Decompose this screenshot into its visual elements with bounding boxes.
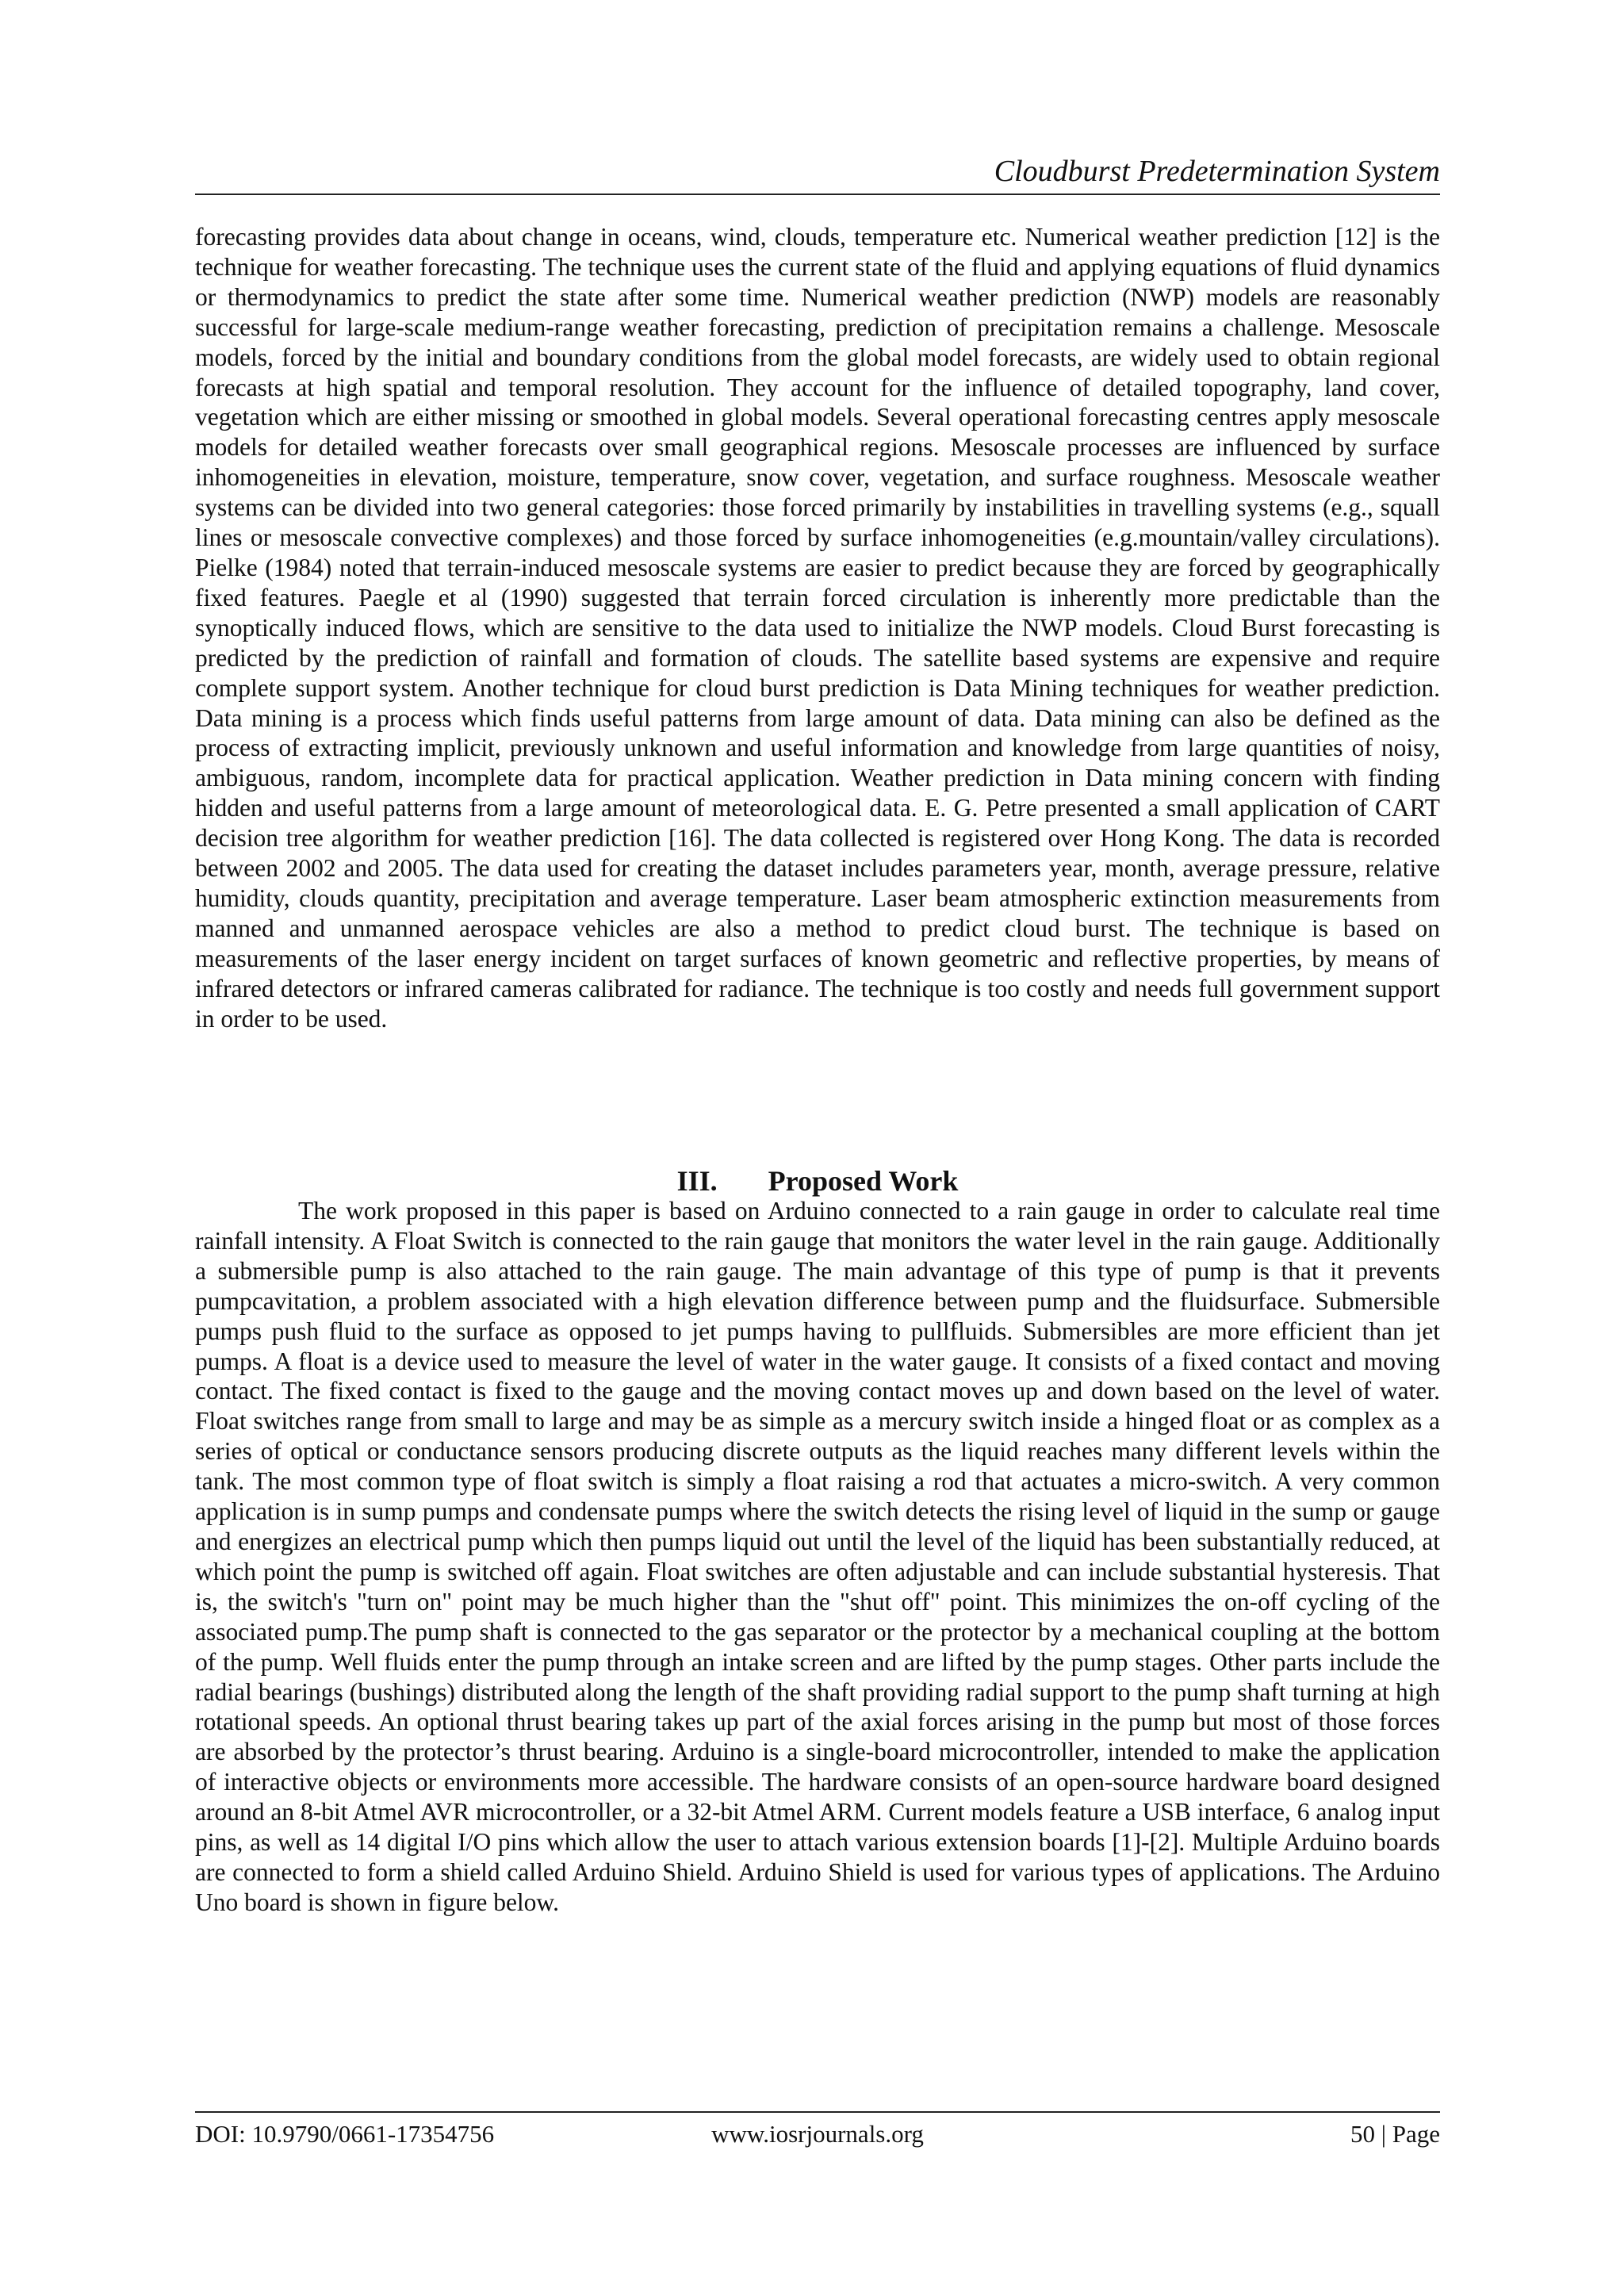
footer-rule — [195, 2111, 1440, 2113]
section-heading — [195, 1164, 1440, 1198]
running-title: Cloudburst Predetermination System — [994, 155, 1440, 188]
header-rule — [195, 194, 1440, 195]
section-title: Proposed Work — [768, 1165, 959, 1197]
body-paragraph-2: The work proposed in this paper is based on Arduino connected to a rain gauge in order to calculate real time rainfall intensity. A Float Switch is connected to the rain gauge that monitors the water level in the rain gauge. Additionally a submersible pump is also attached to the rain gauge. The main advantage of this type of pump is that it prevents pumpcavitation, a problem associated with a high elevation difference between pump and the fluidsurface. Submersible pumps push fluid to the surface as opposed to jet pumps having to pullfluids. Submersibles are more efficient than jet pumps. A float is a device used to measure the level of water in the water gauge. It consists of a fixed contact and moving contact. The fixed contact is fixed to the gauge and the moving contact moves up and down based on the level of water. Float switches range from small to large and may be as simple as a mercury switch inside a hinged float or as complex as a series of optical or conductance sensors producing discrete outputs as the liquid reaches many different levels within the tank. The most common type of float switch is simply a float raising a rod that actuates a micro-switch. A very common application is in sump pumps and condensate pumps where the switch detects the rising level of liquid in the sump or gauge and energizes an electrical pump which then pumps liquid out until the level of the liquid has been substantially reduced, at which point the pump is switched off again. Float switches are often adjustable and can include substantial hysteresis. That is, the switch's "turn on" point may be much higher than the "shut off" point. This minimizes the on-off cycling of the associated pump.The pump shaft is connected to the gas separator or the protector by a mechanical coupling at the bottom of the pump. Well fluids enter the pump through an intake screen and are lifted by the pump stages. Other parts include the radial bearings (bushings) distributed along the length of the shaft providing radial support to the pump shaft turning at high rotational speeds. An optional thrust bearing takes up part of the axial forces arising in the pump but most of those forces are absorbed by the protector’s thrust bearing. Arduino is a single-board microcontroller, intended to make the application of interactive objects or environments more accessible. The hardware consists of an open-source hardware board designed around an 8-bit Atmel AVR microcontroller, or a 32-bit Atmel ARM. Current models feature a USB interface, 6 analog input pins, as well as 14 digital I/O pins which allow the user to attach various extension boards [1]-[2]. Multiple Arduino boards are connected to form a shield called Arduino Shield. Arduino Shield is used for various types of applications. The Arduino Uno board is shown in figure below. — [195, 1197, 1440, 1916]
footer-website-link[interactable]: www.iosrjournals.org — [711, 2120, 924, 2148]
footer-page-number: 50 | Page — [1350, 2120, 1440, 2148]
footer-doi: DOI: 10.9790/0661-17354756 — [195, 2120, 495, 2148]
section-number: III. — [676, 1165, 718, 1197]
body-paragraph-1: forecasting provides data about change in oceans, wind, clouds, temperature etc. Numerical weather prediction [12] is the technique for weather forecasting. The technique uses the current state of the fluid and applying equations of fluid dynamics or thermodynamics to predict the state after some time. Numerical weather prediction (NWP) models are reasonably successful for large-scale medium-range weather forecasting, prediction of precipitation remains a challenge. Mesoscale models, forced by the initial and boundary conditions from the global model forecasts, are widely used to obtain regional forecasts at high spatial and temporal resolution. They account for the influence of detailed topography, land cover, vegetation which are either missing or smoothed in global models. Several operational forecasting centres apply mesoscale models for detailed weather forecasts over small geographical regions. Mesoscale processes are influenced by surface inhomogeneities in elevation, moisture, temperature, snow cover, vegetation, and surface roughness. Mesoscale weather systems can be divided into two general categories: those forced primarily by instabilities in travelling systems (e.g., squall lines or mesoscale convective complexes) and those forced by surface inhomogeneities (e.g.mountain/valley circulations). Pielke (1984) noted that terrain-induced mesoscale systems are easier to predict because they are forced by geographically fixed features. Paegle et al (1990) suggested that terrain forced circulation is inherently more predictable than the synoptically induced flows, which are sensitive to the data used to initialize the NWP models. Cloud Burst forecasting is predicted by the prediction of rainfall and formation of clouds. The satellite based systems are expensive and require complete support system. Another technique for cloud burst prediction is Data Mining techniques for weather prediction. Data mining is a process which finds useful patterns from large amount of data. Data mining can also be defined as the process of extracting implicit, previously unknown and useful information and knowledge from large quantities of noisy, ambiguous, random, incomplete data for practical application. Weather prediction in Data mining concern with finding hidden and useful patterns from a large amount of meteorological data. E. G. Petre presented a small application of CART decision tree algorithm for weather prediction [16]. The data collected is registered over Hong Kong. The data is recorded between 2002 and 2005. The data used for creating the dataset includes parameters year, month, average pressure, relative humidity, clouds quantity, precipitation and average temperature. Laser beam atmospheric extinction measurements from manned and unmanned aerospace vehicles are also a method to predict cloud burst. The technique is based on measurements of the laser energy incident on target surfaces of known geometric and reflective properties, by means of infrared detectors or infrared cameras calibrated for radiance. The technique is too costly and needs full government support in order to be used. — [195, 223, 1440, 1033]
